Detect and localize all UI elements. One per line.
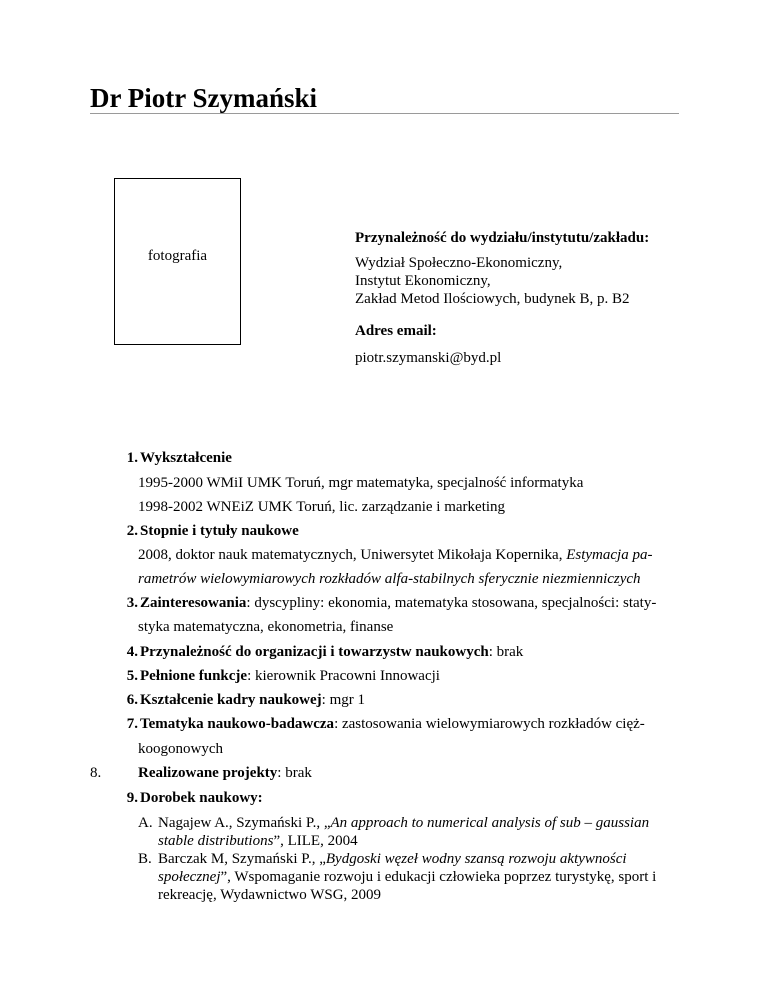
- dissertation-title: Estymacja pa-: [566, 547, 653, 563]
- section-research-topics: [114, 715, 645, 733]
- photo-label: fotografia: [147, 248, 208, 264]
- section-title: Dorobek naukowy:: [140, 790, 263, 806]
- email-address: piotr.szymanski@byd.pl: [355, 350, 502, 366]
- publication-item: [138, 850, 678, 904]
- title-divider: [90, 113, 679, 114]
- section-text: : dyscypliny: ekonomia, matematyka stosowana, specjalności: staty-: [246, 595, 657, 611]
- section-number: 2.: [126, 523, 138, 539]
- section-title: Stopnie i tytuły naukowe: [140, 523, 299, 539]
- section-text: : zastosowania wielowymiarowych rozkładów cięż-: [334, 716, 645, 732]
- publication-title: Bydgoski węzeł wodny szansą rozwoju aktywności społecznej: [158, 851, 627, 885]
- section-number: 6.: [126, 692, 138, 708]
- section-number: 5.: [126, 668, 138, 684]
- degree-line: [138, 546, 652, 564]
- affiliation-heading: Przynależność do wydziału/instytutu/zakładu:: [355, 230, 650, 246]
- email-heading: Adres email:: [355, 323, 437, 339]
- section-number: 3.: [126, 595, 138, 611]
- section-title: Kształcenie kadry naukowej: [140, 692, 322, 708]
- publication-details: ”, Wspomaganie rozwoju i edukacji człowieka poprzez turystykę, sport i rekreację, Wydawnictwo WSG, 2009: [158, 869, 657, 903]
- section-training: [114, 691, 365, 709]
- affiliation-block: [355, 229, 649, 367]
- section-projects: [90, 764, 312, 782]
- section-title: Pełnione funkcje: [140, 668, 248, 684]
- affiliation-line: Wydział Społeczno-Ekonomiczny,: [355, 255, 563, 271]
- page-title: Dr Piotr Szymański: [90, 83, 318, 113]
- publication-title: An approach to numerical analysis of sub – gaussian stable distributions: [158, 815, 650, 849]
- section-organizations: [114, 643, 523, 661]
- section-number: 7.: [126, 716, 138, 732]
- section-title: Realizowane projekty: [138, 765, 278, 781]
- publication-letter: B.: [138, 851, 152, 867]
- publication-item: [138, 814, 678, 850]
- section-number: 4.: [126, 644, 138, 660]
- affiliation-line: Zakład Metod Ilościowych, budynek B, p. B2: [355, 291, 630, 307]
- education-line: 1998-2002 WNEiZ UMK Toruń, lic. zarządzanie i marketing: [138, 499, 506, 515]
- section-number: 8.: [90, 765, 102, 781]
- section-text: : brak: [277, 765, 312, 781]
- section-education: [114, 449, 232, 467]
- section-title: Tematyka naukowo-badawcza: [140, 716, 335, 732]
- publication-letter: A.: [138, 815, 153, 831]
- section-number: 1.: [126, 450, 138, 466]
- section-text: : kierownik Pracowni Innowacji: [247, 668, 440, 684]
- photo-placeholder: [114, 178, 241, 345]
- section-title: Zainteresowania: [140, 595, 247, 611]
- dissertation-title-cont: rametrów wielowymiarowych rozkładów alfa-stabilnych sferycznie niezmienniczych: [138, 571, 641, 587]
- section-text: : mgr 1: [321, 692, 366, 708]
- research-topics-cont: koogonowych: [138, 741, 223, 757]
- degree-text: 2008, doktor nauk matematycznych, Uniwersytet Mikołaja Kopernika,: [138, 547, 567, 563]
- section-interests: [114, 594, 656, 612]
- publication-authors: Barczak M, Szymański P., „: [158, 851, 326, 867]
- publication-authors: Nagajew A., Szymański P., „: [158, 815, 331, 831]
- section-text: : brak: [488, 644, 524, 660]
- section-title: Przynależność do organizacji i towarzystw naukowych: [140, 644, 489, 660]
- section-number: 9.: [126, 790, 138, 806]
- section-title: Wykształcenie: [140, 450, 232, 466]
- section-degrees: [114, 522, 299, 540]
- interests-cont: styka matematyczna, ekonometria, finanse: [138, 619, 394, 635]
- publication-details: ”, LILE, 2004: [273, 833, 358, 849]
- education-line: 1995-2000 WMiI UMK Toruń, mgr matematyka, specjalność informatyka: [138, 475, 584, 491]
- section-publications: [114, 789, 263, 807]
- affiliation-line: Instytut Ekonomiczny,: [355, 273, 491, 289]
- section-functions: [114, 667, 440, 685]
